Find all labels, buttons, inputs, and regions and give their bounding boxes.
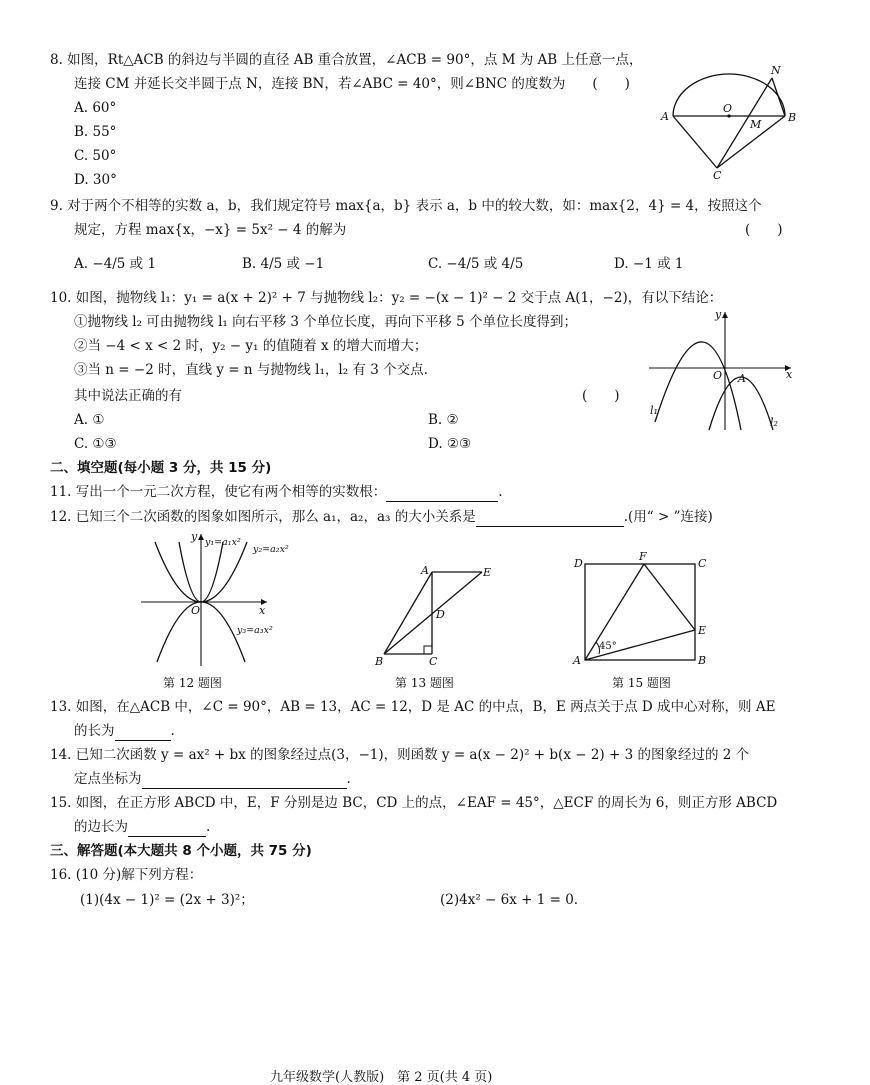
q16-part2: (2)4x² − 6x + 1 = 0. (440, 892, 579, 908)
q14-line2 (74, 769, 351, 789)
section-3-title: 三、解答题(本大题共 8 个小题，共 75 分) (50, 843, 312, 859)
q13-end: . (170, 723, 175, 739)
fig13 (370, 560, 500, 672)
fig15-label-a: A (573, 654, 581, 667)
fig12-label-y1: y₁=a₁x² (205, 537, 241, 548)
q10-statement-3: ③当 n = −2 时，直线 y = n 与抛物线 l₁，l₂ 有 3 个交点. (74, 362, 428, 378)
section-2-title: 二、填空题(每小题 3 分，共 15 分) (50, 460, 272, 476)
fig12-label-o: O (191, 604, 201, 617)
q10-ask: 其中说法正确的有 (74, 388, 182, 404)
page-footer: 九年级数学(人教版) 第 2 页(共 4 页) (270, 1070, 493, 1085)
q8-option-b: B. 55° (74, 124, 117, 140)
q13-text: 的长为 (74, 723, 115, 739)
q10-option-a: A. ① (74, 412, 105, 428)
q8-fig-label-b: B (788, 111, 797, 124)
fig13-label-b: B (375, 655, 384, 668)
q10-fig-label-l1: l₁ (650, 404, 658, 417)
q11-answer-blank[interactable] (386, 487, 498, 502)
fig13-label-c: C (429, 655, 438, 668)
fig12 (135, 530, 320, 670)
q16-title: 16. (10 分)解下列方程： (50, 867, 203, 883)
q8-option-d: D. 30° (74, 172, 117, 188)
q9-paren: ( ) (745, 222, 783, 238)
q10-statement-1: ①抛物线 l₂ 可由抛物线 l₁ 向右平移 3 个单位长度，再向下平移 5 个单位长度得到； (74, 314, 577, 330)
q14-text: 定点坐标为 (74, 771, 142, 787)
q11-text: 11. 写出一个一元二次方程，使它有两个相等的实数根： (50, 484, 387, 500)
fig12-label-y3: y₃=a₃x² (237, 625, 273, 636)
q8-fig-label-n: N (771, 64, 781, 77)
q15-line1: 15. 如图，在正方形 ABCD 中，E，F 分别是边 BC，CD 上的点，∠EAF = 45°，△ECF 的周长为 6，则正方形 ABCD (50, 795, 778, 811)
fig13-label-e: E (483, 566, 492, 579)
q13-line1: 13. 如图，在△ACB 中，∠C = 90°，AB = 13，AC = 12，D 是 AC 的中点，B，E 两点关于点 D 成中心对称，则 AE (50, 699, 776, 715)
fig15 (568, 550, 718, 672)
fig15-label-b: B (698, 654, 707, 667)
fig12-caption: 第 12 题图 (163, 676, 222, 690)
fig13-label-d: D (436, 608, 445, 621)
q10-fig-label-l2: l₂ (770, 416, 778, 429)
q14-end: . (346, 771, 351, 787)
fig13-caption: 第 13 题图 (395, 676, 454, 690)
q10-fig-label-o: O (713, 369, 723, 382)
fig15-label-e: E (698, 624, 707, 637)
q10-fig-label-x: x (786, 368, 793, 381)
q14-line1: 14. 已知二次函数 y = ax² + bx 的图象经过点(3，−1)，则函数 y = a(x − 2)² + b(x − 2) + 3 的图象经过的 2 个 (50, 747, 750, 763)
q10-fig-label-a: A (738, 372, 746, 385)
fig15-label-f: F (639, 550, 647, 563)
q15-line2 (74, 817, 210, 837)
q13-answer-blank[interactable] (115, 726, 171, 741)
q12-text: 12. 已知三个二次函数的图象如图所示，那么 a₁，a₂，a₃ 的大小关系是 (50, 509, 476, 525)
q10-option-c: C. ①③ (74, 436, 117, 452)
fig15-label-d: D (574, 557, 583, 570)
q13-line2 (74, 721, 175, 741)
q9-option-c: C. −4/5 或 4/5 (428, 256, 524, 272)
q8-line1: 8. 如图，Rt△ACB 的斜边与半圆的直径 AB 重合放置，∠ACB = 90°，点 M 为 AB 上任意一点， (50, 52, 643, 68)
q15-answer-blank[interactable] (128, 822, 206, 837)
q8-fig-label-m: M (750, 118, 762, 131)
q9-line1: 9. 对于两个不相等的实数 a，b，我们规定符号 max{a，b} 表示 a，b 中的较大数，如：max{2，4} = 4，按照这个 (50, 198, 762, 214)
fig12-label-x: x (259, 604, 266, 617)
q8-line2: 连接 CM 并延长交半圆于点 N，连接 BN，若∠ABC = 40°，则∠BNC 的度数为 ( ) (74, 76, 630, 92)
q10-option-b: B. ② (428, 412, 459, 428)
q10-option-d: D. ②③ (428, 436, 472, 452)
q9-option-d: D. −1 或 1 (614, 256, 684, 272)
q10-statement-2: ②当 −4 < x < 2 时，y₂ − y₁ 的值随着 x 的增大而增大； (74, 338, 428, 354)
q10-line1: 10. 如图，抛物线 l₁：y₁ = a(x + 2)² + 7 与抛物线 l₂：y₂ = −(x − 1)² − 2 交于点 A(1，−2)，有以下结论： (50, 290, 723, 306)
q10-figure (645, 308, 795, 432)
q16-part1: (1)(4x − 1)² = (2x + 3)²； (80, 892, 254, 908)
fig12-label-y: y (191, 530, 198, 543)
q10-paren: ( ) (582, 388, 620, 404)
q11-end: . (498, 484, 503, 500)
q10-fig-label-y: y (715, 308, 722, 321)
q8-fig-label-o: O (723, 102, 733, 115)
q8-option-c: C. 50° (74, 148, 117, 164)
q12-end: .(用“ > ”连接) (623, 509, 713, 525)
fig15-caption: 第 15 题图 (612, 676, 671, 690)
fig15-label-angle: 45° (599, 641, 617, 652)
q11-line (50, 482, 503, 502)
q9-option-b: B. 4/5 或 −1 (242, 256, 325, 272)
fig13-label-a: A (421, 564, 429, 577)
q8-figure (655, 62, 800, 182)
q15-text: 的边长为 (74, 819, 128, 835)
q15-end: . (206, 819, 211, 835)
q12-answer-blank[interactable] (476, 512, 624, 527)
q14-answer-blank[interactable] (142, 774, 347, 789)
q8-fig-label-a: A (661, 110, 669, 123)
q9-line2: 规定，方程 max{x，−x} = 5x² − 4 的解为 (74, 222, 347, 238)
q12-line (50, 507, 713, 527)
q8-fig-label-c: C (713, 169, 722, 182)
fig12-label-y2: y₂=a₂x² (253, 544, 289, 555)
fig15-label-c: C (698, 557, 707, 570)
q8-option-a: A. 60° (74, 100, 117, 116)
q9-option-a: A. −4/5 或 1 (74, 256, 157, 272)
